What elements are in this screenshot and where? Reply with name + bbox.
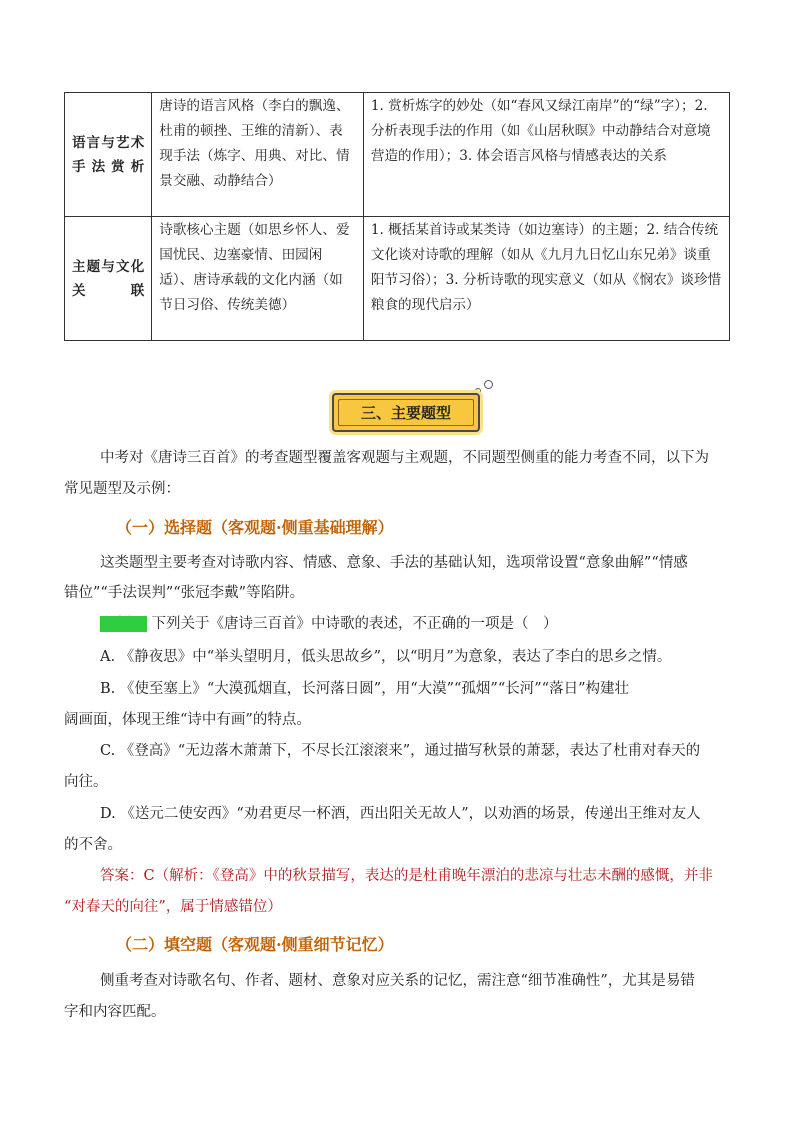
paragraph-line: 侧重考查对诗歌名句、作者、题材、意象对应关系的记忆，需注意“细节准确性”，尤其是易错 xyxy=(100,973,695,989)
row-content: 诗歌核心主题（如思乡怀人、爱国忧民、边塞豪情、田园闲适）、唐诗承载的文化内涵（如节日习俗、传统美德） xyxy=(152,217,364,341)
option-b: B. 《使至塞上》“大漠孤烟直，长河落日圆”，用“大漠”“孤烟”“长河”“落日”构建壮 xyxy=(100,681,629,697)
row-requirements: 1. 赏析炼字的妙处（如“春风又绿江南岸”的“绿”字）；2. 分析表现手法的作用（如《山居秋暝》中动静结合对意境营造的作用）；3. 体会语言风格与情感表达的关系 xyxy=(363,93,729,217)
question-line xyxy=(100,612,730,633)
intro-line: 常见题型及示例： xyxy=(64,481,180,497)
example-tag: 示例 1 xyxy=(102,616,145,632)
subheading-fill: （二）填空题（客观题·侧重细节记忆） xyxy=(116,935,394,954)
option-c: C. 《登高》“无边落木萧萧下，不尽长江滚滚来”，通过描写秋景的萧瑟，表达了杜甫对春天的 xyxy=(100,743,701,759)
section-heading xyxy=(332,393,480,432)
row-content: 唐诗的语言风格（李白的飘逸、杜甫的顿挫、王维的清新）、表现手法（炼字、用典、对比、情景交融、动静结合） xyxy=(152,93,364,217)
content-table xyxy=(64,92,730,341)
paragraph-line: 错位”“手法误判”“张冠李戴”等陷阱。 xyxy=(64,585,305,601)
table-row xyxy=(65,93,730,217)
paragraph-line: 这类题型主要考查对诗歌内容、情感、意象、手法的基础认知，选项常设置“意象曲解”“情感 xyxy=(100,555,688,571)
row-requirements: 1. 概括某首诗或某类诗（如边塞诗）的主题；2. 结合传统文化谈对诗歌的理解（如从《九月九日忆山东兄弟》谈重阳节习俗）；3. 分析诗歌的现实意义（如从《悯农》谈珍惜粮食的现代启示） xyxy=(363,217,729,341)
option-a: A. 《静夜思》中“举头望明月，低头思故乡”，以“明月”为意象，表达了李白的思乡之情。 xyxy=(100,649,672,665)
answer-line: 答案：C（解析：《登高》中的秋景描写，表达的是杜甫晚年漂泊的悲凉与壮志未酬的感慨，并非 xyxy=(100,868,713,884)
option-d-cont: 的不舍。 xyxy=(64,837,122,853)
decoration-circle-icon xyxy=(484,380,493,389)
question-text: 下列关于《唐诗三百首》中诗歌的表述，不正确的一项是（ ） xyxy=(151,616,558,632)
option-b-cont: 阔画面，体现王维“诗中有画”的特点。 xyxy=(64,712,311,728)
subheading-choice: （一）选择题（客观题·侧重基础理解） xyxy=(116,518,394,537)
option-d: D. 《送元二使安西》“劝君更尽一杯酒，西出阳关无故人”，以劝酒的场景，传递出王维对友人 xyxy=(100,806,701,822)
row-label: 语言与艺术手法赏析 xyxy=(65,93,152,217)
paragraph-line: 字和内容匹配。 xyxy=(64,1004,166,1020)
table-row xyxy=(65,217,730,341)
section-heading-text: 三、主要题型 xyxy=(360,404,451,422)
option-c-cont: 向往。 xyxy=(64,774,108,790)
row-label: 主题与文化关联 xyxy=(65,217,152,341)
intro-line: 中考对《唐诗三百首》的考查题型覆盖客观题与主观题，不同题型侧重的能力考查不同，以下为 xyxy=(100,450,709,466)
answer-line: “对春天的向往”，属于情感错位） xyxy=(64,899,282,915)
